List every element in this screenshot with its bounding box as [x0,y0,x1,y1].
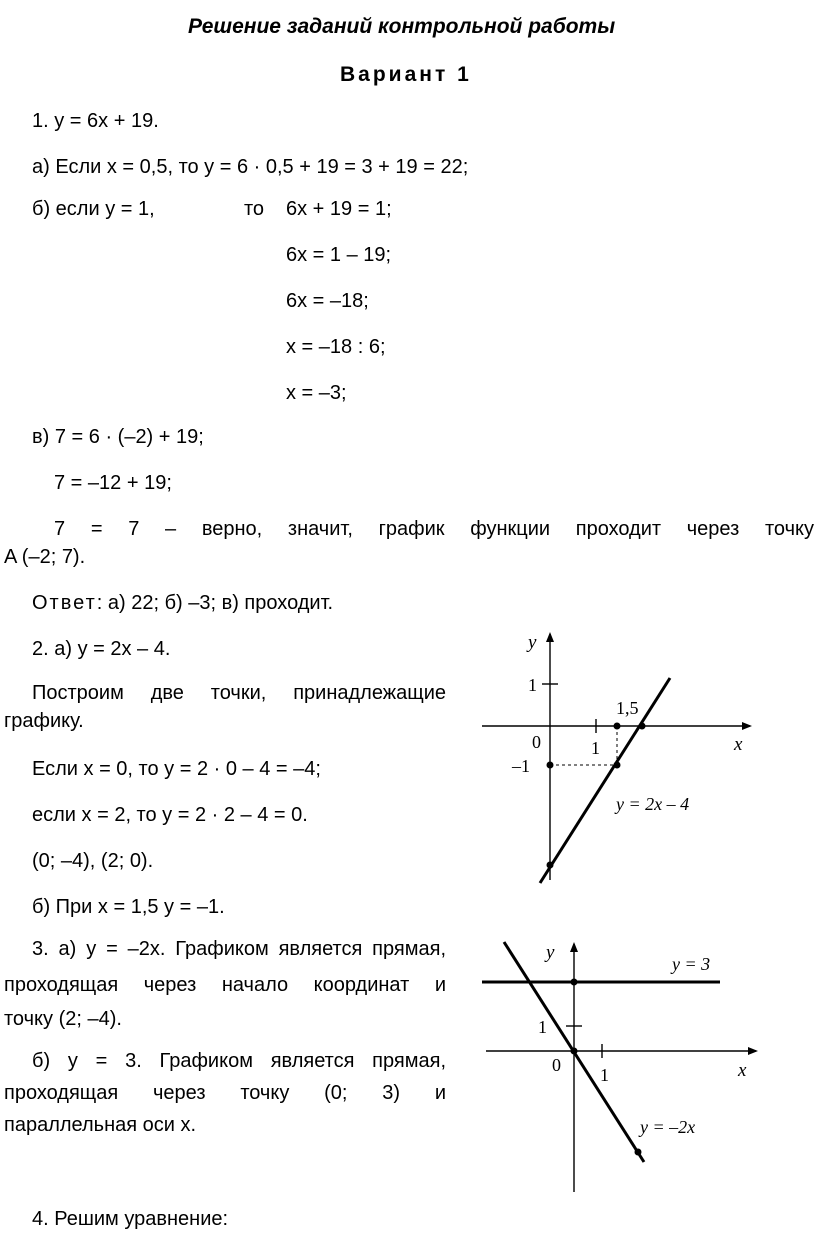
task2-points: (0; –4), (2; 0). [32,850,154,872]
x-tick-label: 1 [600,1065,609,1085]
task1-part-a: а) Если x = 0,5, то y = 6 · 0,5 + 19 = 3 + 19 = 22; [32,156,469,178]
task1-part-v-line4: A (–2; 7). [4,546,86,568]
task1-step: x = –3; [286,382,347,404]
task1-step: x = –18 : 6; [286,336,386,358]
task3-a-line2: проходящая через начало координат и [4,974,446,996]
origin-label: 0 [532,732,541,752]
task1-part-v-line2: 7 = –12 + 19; [54,472,172,494]
point-x-intercept [639,723,646,730]
task1-answer [32,590,333,616]
point-x-1-5 [614,723,621,730]
page-title: Решение заданий контрольной работы [188,15,616,38]
graph-linear-function-2 [476,936,766,1196]
x-axis-arrow [742,722,752,730]
origin-label: 0 [552,1055,561,1075]
task1-step: 6x + 19 = 1; [286,198,392,220]
line1-label: y = 3 [672,954,711,974]
task3-b-line2: проходящая через точку (0; 3) и [4,1082,446,1104]
x-axis-label: x [734,734,743,755]
task1-part-b-then: то [244,198,265,220]
task3-a-line3: точку (2; –4). [4,1008,122,1030]
point-y-minus1 [547,762,554,769]
task3-b-line3: параллельная оси x. [4,1114,197,1136]
x-tick-label: 1 [591,738,600,758]
y-tick-label: 1 [538,1017,547,1037]
point-0-3 [571,979,578,986]
task1-part-b-condition: б) если y = 1, [32,198,155,220]
x-axis-label: x [738,1060,747,1081]
graph-linear-function-1 [470,628,760,888]
task3-b-line1: б) y = 3. Графиком является прямая, [32,1050,446,1072]
task2-paragraph-end: графику. [4,710,84,732]
point-2-minus4 [635,1149,642,1156]
y-axis-arrow [546,632,554,642]
task3-a-line1: 3. а) y = –2x. Графиком является прямая, [32,938,446,960]
y-axis-label: y [528,632,537,653]
task2-case-x0: Если x = 0, то y = 2 · 0 – 4 = –4; [32,758,321,780]
point-y-intercept [547,862,554,869]
task1-header: 1. y = 6x + 19. [32,110,159,132]
mark-y-label: –1 [512,756,530,776]
task1-part-v-line1: в) 7 = 6 · (–2) + 19; [32,426,204,448]
task1-step: 6x = 1 – 19; [286,244,392,266]
task1-part-v-line3: 7 = 7 – верно, значит, график функции проходит через точку [54,518,814,540]
point-graph [614,762,621,769]
task2-part-b: б) При x = 1,5 y = –1. [32,896,225,918]
task1-step: 6x = –18; [286,290,369,312]
function-label: y = 2x – 4 [616,794,690,814]
answer-text: : а) 22; б) –3; в) проходит. [96,592,334,614]
task2-paragraph: Построим две точки, принадлежащие [32,682,446,704]
mark-x-label: 1,5 [616,698,639,718]
answer-word: Ответ [32,592,97,614]
y-axis-arrow [570,942,578,952]
x-axis-arrow [748,1047,758,1055]
variant-heading: Вариант 1 [340,63,472,86]
y-tick-label: 1 [528,675,537,695]
line2-label: y = –2x [640,1117,696,1137]
point-origin [571,1048,578,1055]
function-line [540,678,670,883]
task2-case-x2: если x = 2, то y = 2 · 2 – 4 = 0. [32,804,308,826]
task4-header: 4. Решим уравнение: [32,1208,229,1230]
y-axis-label: y [546,942,555,963]
task2-header: 2. а) y = 2x – 4. [32,638,171,660]
